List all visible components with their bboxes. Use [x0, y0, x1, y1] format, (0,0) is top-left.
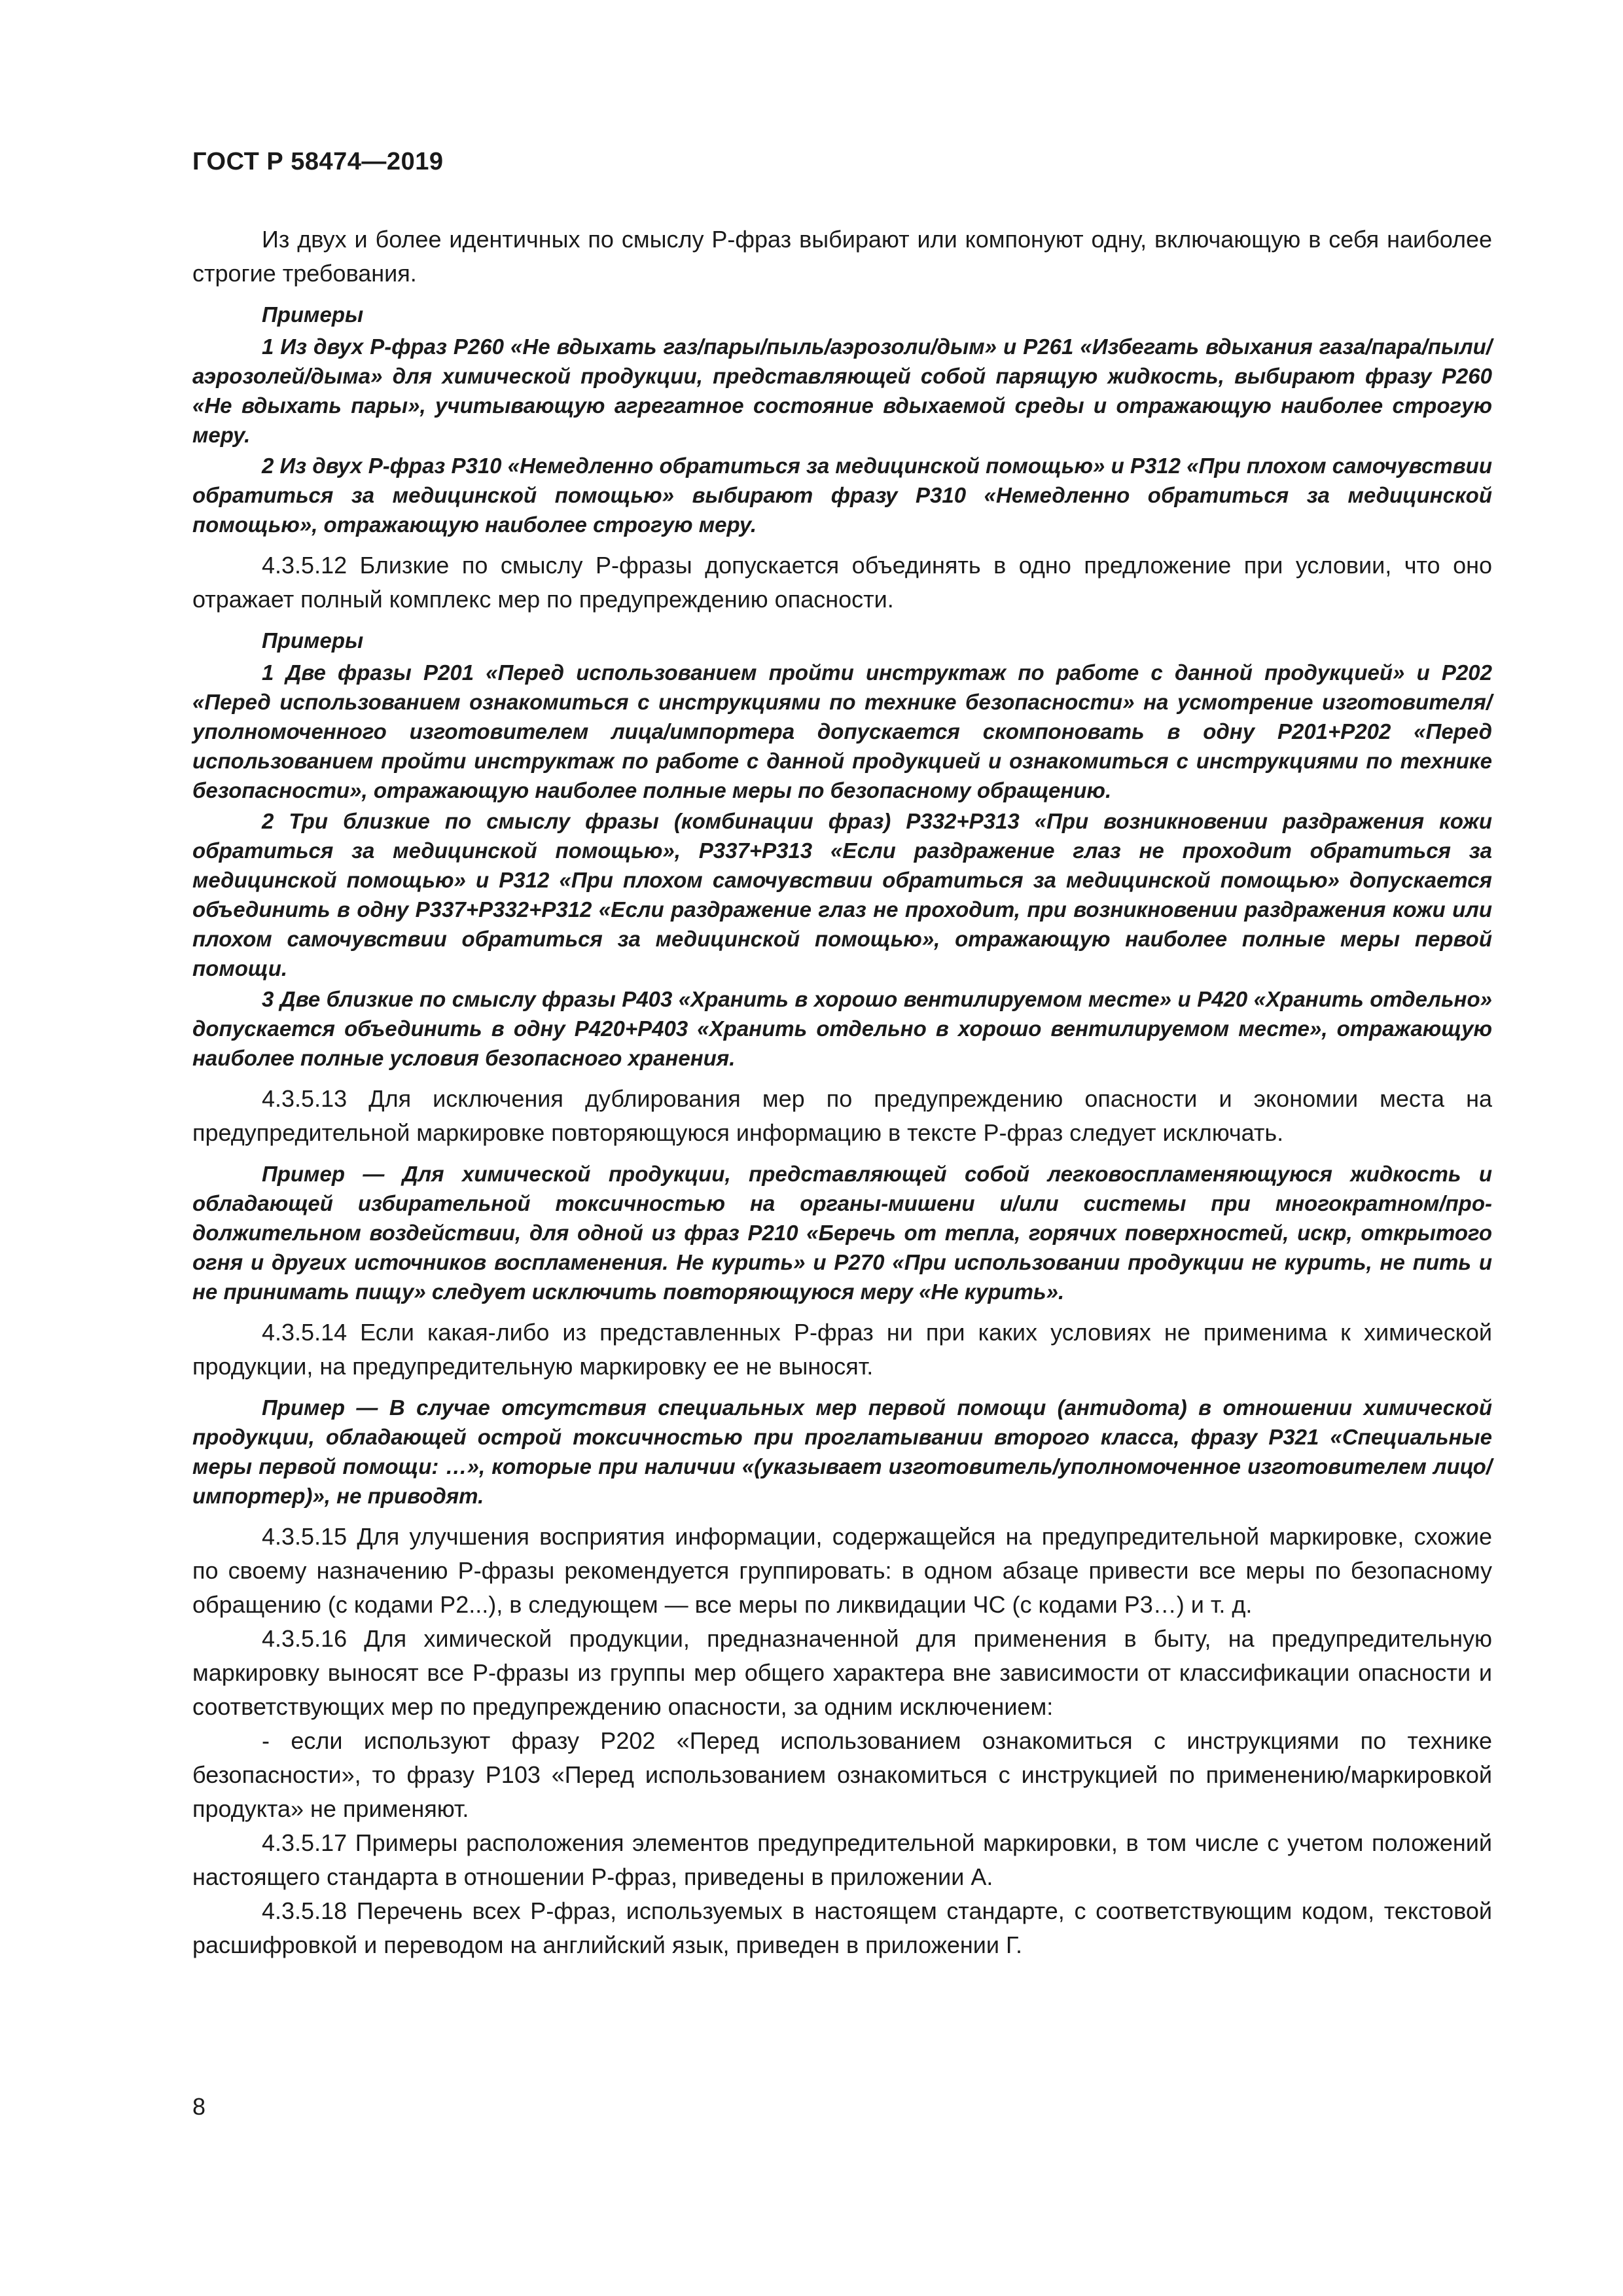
example-paragraph: Пример — Для химической продукции, представляющей собой легковоспламеняющуюся жидкость и обладающей избирательной токсичностью на органы-мишени и/или системы при многократном/продолжительном воздействии, для одной из фраз Р210 «Беречь от тепла, горячих поверхностей, искр, открытого огня и других источников воспламенения. Не курить» и Р270 «При использовании продукции не курить, не пить и не принимать пищу» следует исключить повторяющуюся меру «Не курить».: [192, 1162, 1492, 1304]
paragraph-4-3-5-16: 4.3.5.16 Для химической продукции, предназначенной для применения в быту, на предупредительную маркировку выносят все Р-фразы из группы мер общего характера вне зависимости от классификации опасности и соответствующих мер по предупреждению опасности, за одним исключением:: [192, 1625, 1492, 1720]
paragraph-4-3-5-13: 4.3.5.13 Для исключения дублирования мер по предупреждению опасности и экономии места на предупредительной маркировке повторяющуюся информацию в тексте Р-фраз следует исключать.: [192, 1085, 1492, 1146]
list-item: - если используют фразу Р202 «Перед использованием ознакомиться с инструкциями по технике безопасности», то фразу Р103 «Перед использованием ознакомиться с инструкцией по применению/маркировкой продукта» не применяют.: [192, 1727, 1492, 1822]
document-header: ГОСТ Р 58474—2019: [192, 148, 444, 175]
example-paragraph: 1 Две фразы Р201 «Перед использованием пройти инструктаж по работе с данной продукцией» и Р202 «Перед использованием ознакомиться с инструкциями по технике безопасности» на усмотрение изготовителя/уполномоченного изготовителем лица/импортера допускается скомпоновать в одну Р201+Р202 «Перед использованием пройти инструктаж по работе с данной продукцией и ознакомиться с инструкциями по технике безопасности», отражающую наиболее полные меры по безопасному обращению.: [192, 660, 1492, 802]
examples-heading: Примеры: [262, 302, 364, 327]
paragraph-4-3-5-18: 4.3.5.18 Перечень всех Р-фраз, используемых в настоящем стандарте, с соответствующим кодом, текстовой расшифровкой и переводом на английский язык, приведен в приложении Г.: [192, 1897, 1492, 1958]
page-number: 8: [192, 2093, 206, 2120]
example-paragraph: 2 Из двух Р-фраз Р310 «Немедленно обратиться за медицинской помощью» и Р312 «При плохом самочувствии обратиться за медицинской помощью» выбирают фразу Р310 «Немедленно обратиться за медицинской помощью», отражающую наиболее строгую меру.: [192, 454, 1492, 537]
example-paragraph: 3 Две близкие по смыслу фразы Р403 «Хранить в хорошо вентилируемом месте» и Р420 «Хранить отдельно» допускается объединить в одну Р420+Р403 «Хранить отдельно в хорошо вентилируемом месте», отражающую наиболее полные условия безопасного хранения.: [192, 987, 1492, 1070]
example-paragraph: Пример — В случае отсутствия специальных мер первой помощи (антидота) в отношении химической продукции, обладающей острой токсичностью при проглатывании второго класса, фразу Р321 «Специальные меры первой помощи: …», которые при наличии «(указывает изготовитель/уполномоченное изготовителем лицо/импортер)», не приводят.: [192, 1395, 1492, 1508]
example-paragraph: 2 Три близкие по смыслу фразы (комбинации фраз) Р332+Р313 «При возникновении раздражения кожи обратиться за медицинской помощью», Р337+Р313 «Если раздражение глаз не проходит обратиться за медицинской помощью» и Р312 «При плохом самочувствии обратиться за медицинской помощью» допускается объединить в одну Р337+Р332+Р312 «Если раздражение глаз не проходит, при возникновении раздражения кожи или плохом самочувствии обратиться за медицинской помощью», отражающую наиболее полные меры первой помощи.: [192, 809, 1492, 980]
examples-heading: Примеры: [262, 628, 364, 653]
paragraph-4-3-5-15: 4.3.5.15 Для улучшения восприятия информации, содержащейся на предупредительной маркировке, схожие по своему назначению Р-фразы рекомендуется группировать: в одном абзаце привести все меры по безопасному обращению (с кодами Р2...), в следующем — все меры по ликвидации ЧС (с кодами Р3…) и т. д.: [192, 1523, 1492, 1618]
paragraph: Из двух и более идентичных по смыслу Р-фраз выбирают или компонуют одну, включающую в себя наиболее строгие требования.: [192, 226, 1492, 287]
document-body: [192, 223, 1492, 1962]
example-paragraph: 1 Из двух Р-фраз Р260 «Не вдыхать газ/пары/пыль/аэрозоли/дым» и Р261 «Избегать вдыхания газа/пара/пыли/аэрозолей/дыма» для химической продукции, представляющей собой парящую жидкость, выбирают фразу Р260 «Не вдыхать пары», учитывающую агрегатное состояние вдыхаемой среды и отражающую наиболее строгую меру.: [192, 334, 1492, 447]
paragraph-4-3-5-12: 4.3.5.12 Близкие по смыслу Р-фразы допускается объединять в одно предложение при условии, что оно отражает полный комплекс мер по предупреждению опасности.: [192, 552, 1492, 613]
paragraph-4-3-5-17: 4.3.5.17 Примеры расположения элементов предупредительной маркировки, в том числе с учетом положений настоящего стандарта в отношении Р-фраз, приведены в приложении А.: [192, 1829, 1492, 1890]
paragraph-4-3-5-14: 4.3.5.14 Если какая-либо из представленных Р-фраз ни при каких условиях не применима к химической продукции, на предупредительную маркировку ее не выносят.: [192, 1319, 1492, 1380]
